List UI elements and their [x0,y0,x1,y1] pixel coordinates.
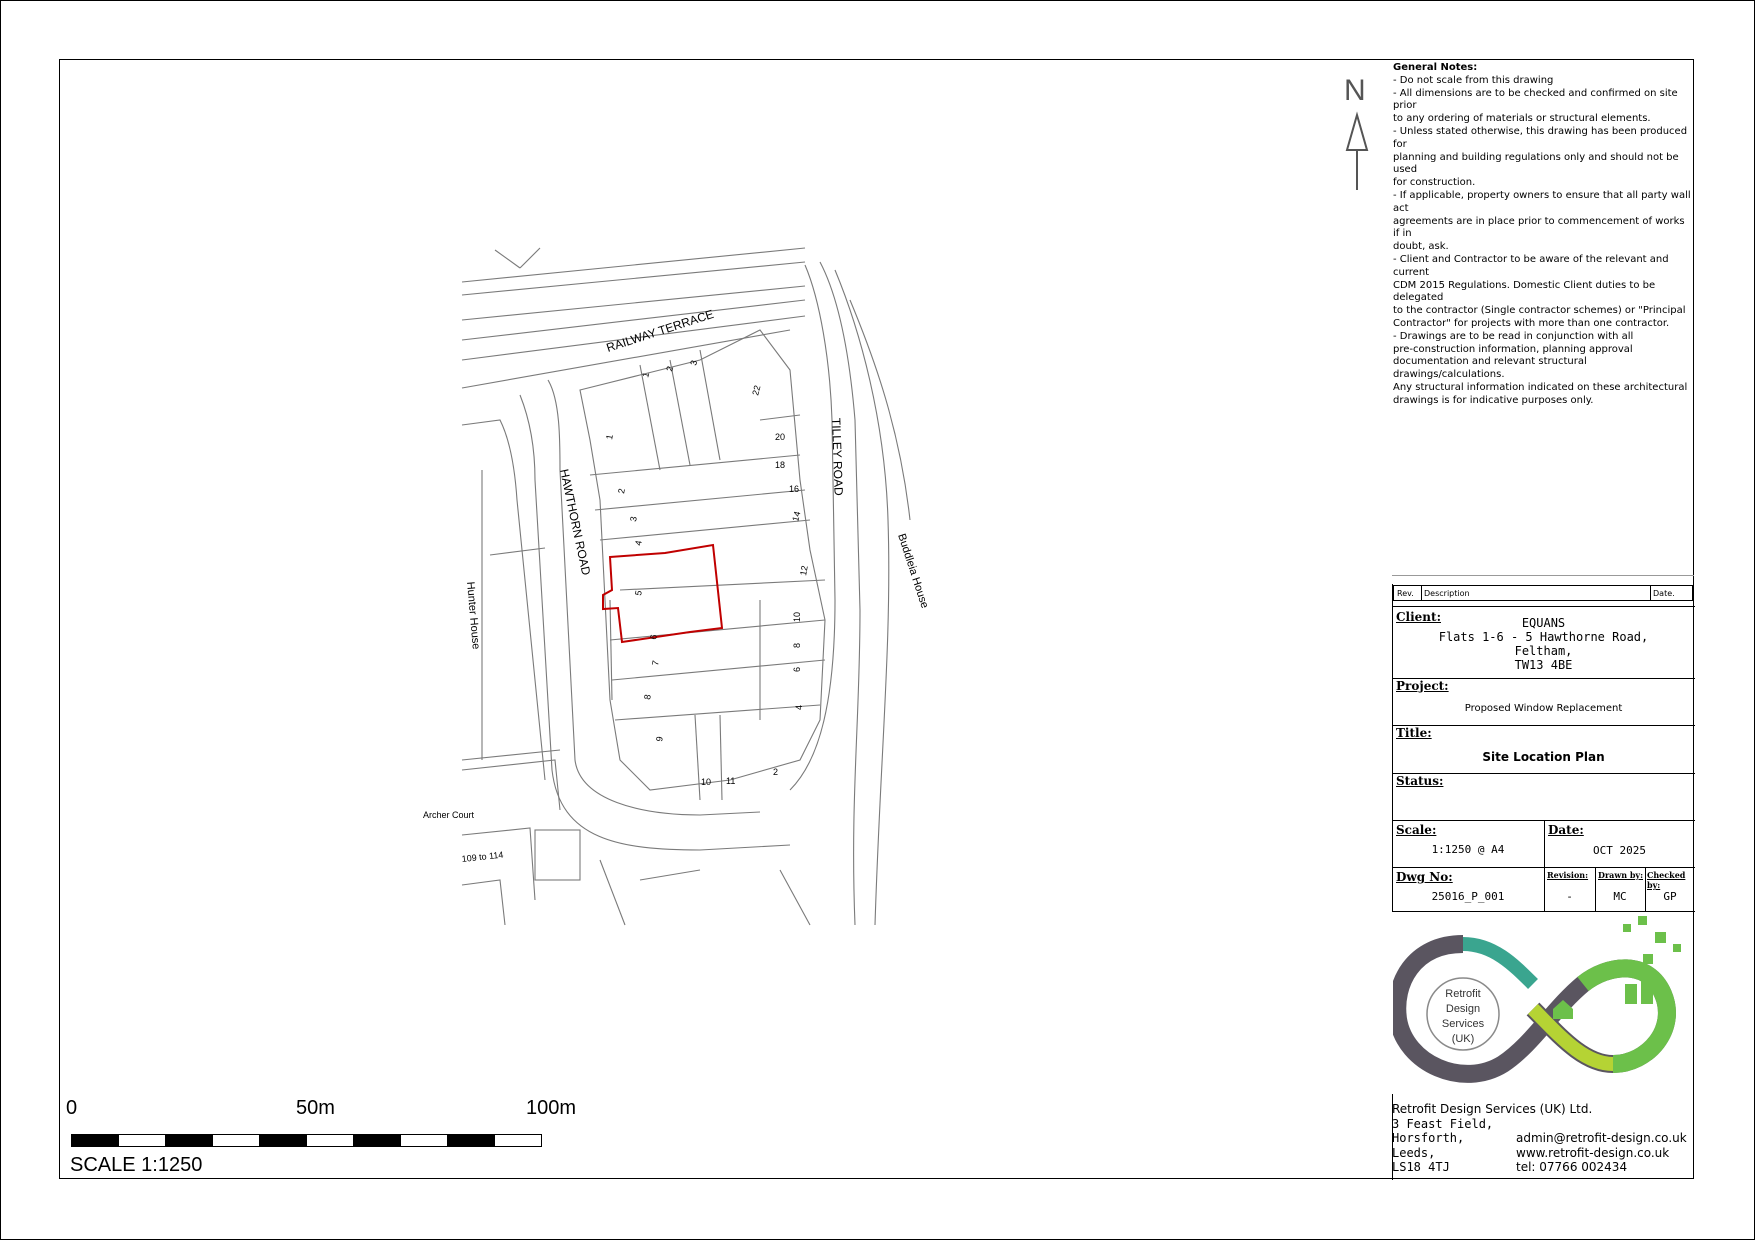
site-boundary [603,545,722,642]
house-number: 9 [654,735,665,743]
house-number: 4 [794,704,804,710]
house-number: 7 [650,659,661,667]
house-number: 10 [792,611,802,622]
notes-line: agreements are in place prior to commencement of works if in [1393,215,1685,240]
north-label: N [1344,74,1366,107]
notes-line: pre-construction information, planning approval [1393,343,1633,355]
drawn-value: MC [1613,890,1627,903]
revision-label: Revision: [1547,870,1589,880]
revision-table [1393,585,1693,601]
title-section [1392,726,1695,774]
street-hawthorn-road: HAWTHORN ROAD [557,467,594,577]
client-line: TW13 4BE [1514,658,1573,672]
house-number: 12 [798,564,810,577]
scale-segment [494,1134,542,1147]
scale-segment [165,1134,213,1147]
house-number: 14 [790,510,803,523]
general-notes [1393,62,1693,408]
logo-text: Retrofit [1445,988,1481,1000]
scale-segment [400,1134,448,1147]
house-number: 18 [775,460,786,470]
house-number: 8 [642,693,653,701]
title-label: Title: [1396,726,1432,740]
house-number: 20 [775,432,786,442]
house-number: 5 [633,589,644,597]
scale-segment [118,1134,166,1147]
notes-line: Contractor" for projects with more than one contractor. [1393,317,1670,329]
scale-segment [71,1134,119,1147]
house-number: 2 [616,487,627,495]
dwg-label: Dwg No: [1396,870,1453,884]
project-section [1392,679,1695,726]
house-number: 22 [750,384,763,397]
house-number: 6 [648,633,659,641]
rev-divider [1421,586,1422,600]
checked-value: GP [1663,890,1677,903]
date-header: Date. [1653,589,1675,598]
street-railway-terrace: RAILWAY TERRACE [604,306,716,355]
notes-line: documentation and relevant structural drawings/calculations. [1393,356,1587,381]
drawn-label: Drawn by: [1598,870,1644,880]
house-number: 1 [604,433,615,441]
notes-line: - All dimensions are to be checked and confirmed on site prior [1393,87,1678,112]
street-archer-court: Archer Court [423,810,475,820]
company-address-line: LS18 4TJ [1392,1160,1450,1174]
house-number: 6 [792,666,802,672]
dwg-value: 25016_P_001 [1431,890,1505,903]
scale-segment [306,1134,354,1147]
scale-segment [353,1134,401,1147]
title-block-divider [1392,575,1694,576]
notes-line: planning and building regulations only and should not be used [1393,151,1679,176]
company-name: Retrofit Design Services (UK) Ltd. [1392,1102,1593,1116]
notes-line: - Unless stated otherwise, this drawing has been produced for [1393,125,1688,150]
house-number: 8 [792,642,802,648]
company-email[interactable]: admin@retrofit-design.co.uk [1516,1131,1687,1145]
revision-value: - [1566,890,1573,903]
map-linework [462,248,910,925]
scale-bar-label-100: 100m [526,1097,577,1119]
logo-text: (UK) [1451,1033,1475,1045]
company-address-line: Leeds, [1392,1146,1436,1160]
scale-segment [212,1134,260,1147]
house-number: 4 [633,539,644,547]
company-telephone: tel: 07766 002434 [1516,1160,1628,1174]
drawing-title: Site Location Plan [1482,750,1605,764]
notes-line: for construction. [1393,177,1476,189]
scale-bar [71,1134,544,1148]
house-number: 3 [628,515,639,523]
scale-bar-label-50: 50m [296,1097,335,1119]
house-number: 3 [688,359,700,367]
house-number: 2 [664,365,676,373]
scale-text: SCALE 1:1250 [70,1154,203,1176]
north-arrow [1347,115,1367,190]
logo-text: Design [1445,1003,1481,1015]
date-label: Date: [1548,823,1584,837]
company-website[interactable]: www.retrofit-design.co.uk [1516,1146,1670,1160]
description-header: Description [1424,589,1470,598]
scale-segment [447,1134,495,1147]
company-address [1392,1094,1694,1180]
notes-line: - Drawings are to be read in conjunction with all [1393,330,1634,342]
notes-line: drawings is for indicative purposes only. [1393,394,1594,406]
notes-line: - Do not scale from this drawing [1393,74,1554,86]
notes-heading: General Notes: [1393,62,1478,73]
drawing-number-section [1392,868,1695,912]
scale-segment [259,1134,307,1147]
client-line: Flats 1-6 - 5 Hawthorne Road, [1438,630,1649,644]
client-label: Client: [1396,610,1441,624]
house-number: 1 [640,371,652,379]
company-address-line: Horsforth, [1392,1131,1465,1145]
client-line: Feltham, [1514,644,1573,658]
status-label: Status: [1396,774,1444,788]
notes-line: CDM 2015 Regulations. Domestic Client duties to be delegated [1393,279,1656,304]
scale-value: 1:1250 @ A4 [1431,843,1505,856]
checked-label: Checked by: [1647,870,1686,890]
street-hunter-house: Hunter House [464,581,482,650]
street-buddleia-house: Buddleia House [895,532,931,610]
house-number: 11 [726,776,736,786]
house-number: 16 [789,484,800,494]
company-address-line: 3 Feast Field, [1392,1117,1494,1131]
house-number: 10 [701,777,712,787]
notes-line: to the contractor (Single contractor schemes) or "Principal [1393,305,1686,317]
date-value: OCT 2025 [1593,844,1646,857]
notes-line: - Client and Contractor to be aware of the relevant and current [1393,253,1669,278]
notes-line: to any ordering of materials or structural elements. [1393,113,1651,125]
scale-bar-label-0: 0 [66,1097,78,1119]
scale-date-section [1392,821,1695,868]
notes-line: doubt, ask. [1393,241,1449,253]
client-details [1392,616,1695,672]
street-109-114: 109 to 114 [461,849,504,864]
logo-text: Services [1441,1018,1485,1030]
street-tilley-road: TILLEY ROAD [829,417,846,496]
house-number: 2 [773,767,779,777]
project-value: Proposed Window Replacement [1464,703,1623,714]
project-label: Project: [1396,679,1449,693]
notes-line: - If applicable, property owners to ensure that all party wall act [1393,189,1691,214]
notes-line: Any structural information indicated on these architectural [1393,381,1688,393]
company-logo [1393,914,1695,1094]
client-section [1392,606,1695,679]
rev-header: Rev. [1397,589,1414,598]
scale-label: Scale: [1396,823,1437,837]
client-line: EQUANS [1521,616,1566,630]
date-divider [1650,586,1651,600]
status-section [1392,774,1695,821]
